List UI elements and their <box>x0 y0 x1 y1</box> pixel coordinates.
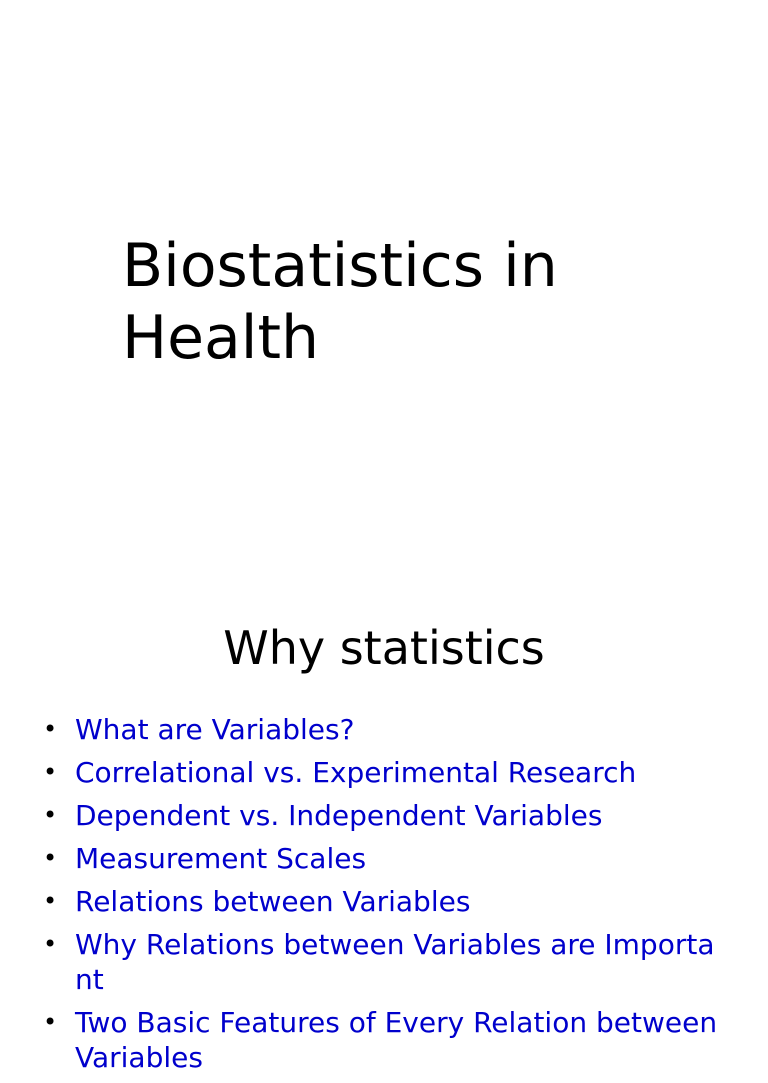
list-item <box>0 798 768 833</box>
bullet-icon: • <box>43 844 58 872</box>
list-item <box>0 1005 768 1075</box>
bullet-icon: • <box>43 715 58 743</box>
bullet-icon: • <box>43 801 58 829</box>
topic-link-two-basic-features[interactable]: Two Basic Features of Every Relation between Variables <box>75 1006 718 1074</box>
list-item <box>0 755 768 790</box>
list-item <box>0 927 768 997</box>
topic-link-correlational-vs-experimental[interactable]: Correlational vs. Experimental Research <box>75 756 637 789</box>
list-item <box>0 841 768 876</box>
bullet-icon: • <box>43 758 58 786</box>
bullet-icon: • <box>43 1008 58 1036</box>
topic-list <box>0 712 768 1083</box>
topic-link-dependent-vs-independent[interactable]: Dependent vs. Independent Variables <box>75 799 603 832</box>
topic-link-why-relations-important[interactable]: Why Relations between Variables are Important <box>75 928 715 996</box>
section-heading: Why statistics <box>223 621 545 675</box>
slide-title: Biostatistics in Health <box>122 231 558 373</box>
list-item <box>0 712 768 747</box>
list-item <box>0 884 768 919</box>
bullet-icon: • <box>43 887 58 915</box>
topic-link-what-are-variables[interactable]: What are Variables? <box>75 713 355 746</box>
topic-link-relations-between-variables[interactable]: Relations between Variables <box>75 885 471 918</box>
bullet-icon: • <box>43 930 58 958</box>
topic-link-measurement-scales[interactable]: Measurement Scales <box>75 842 367 875</box>
